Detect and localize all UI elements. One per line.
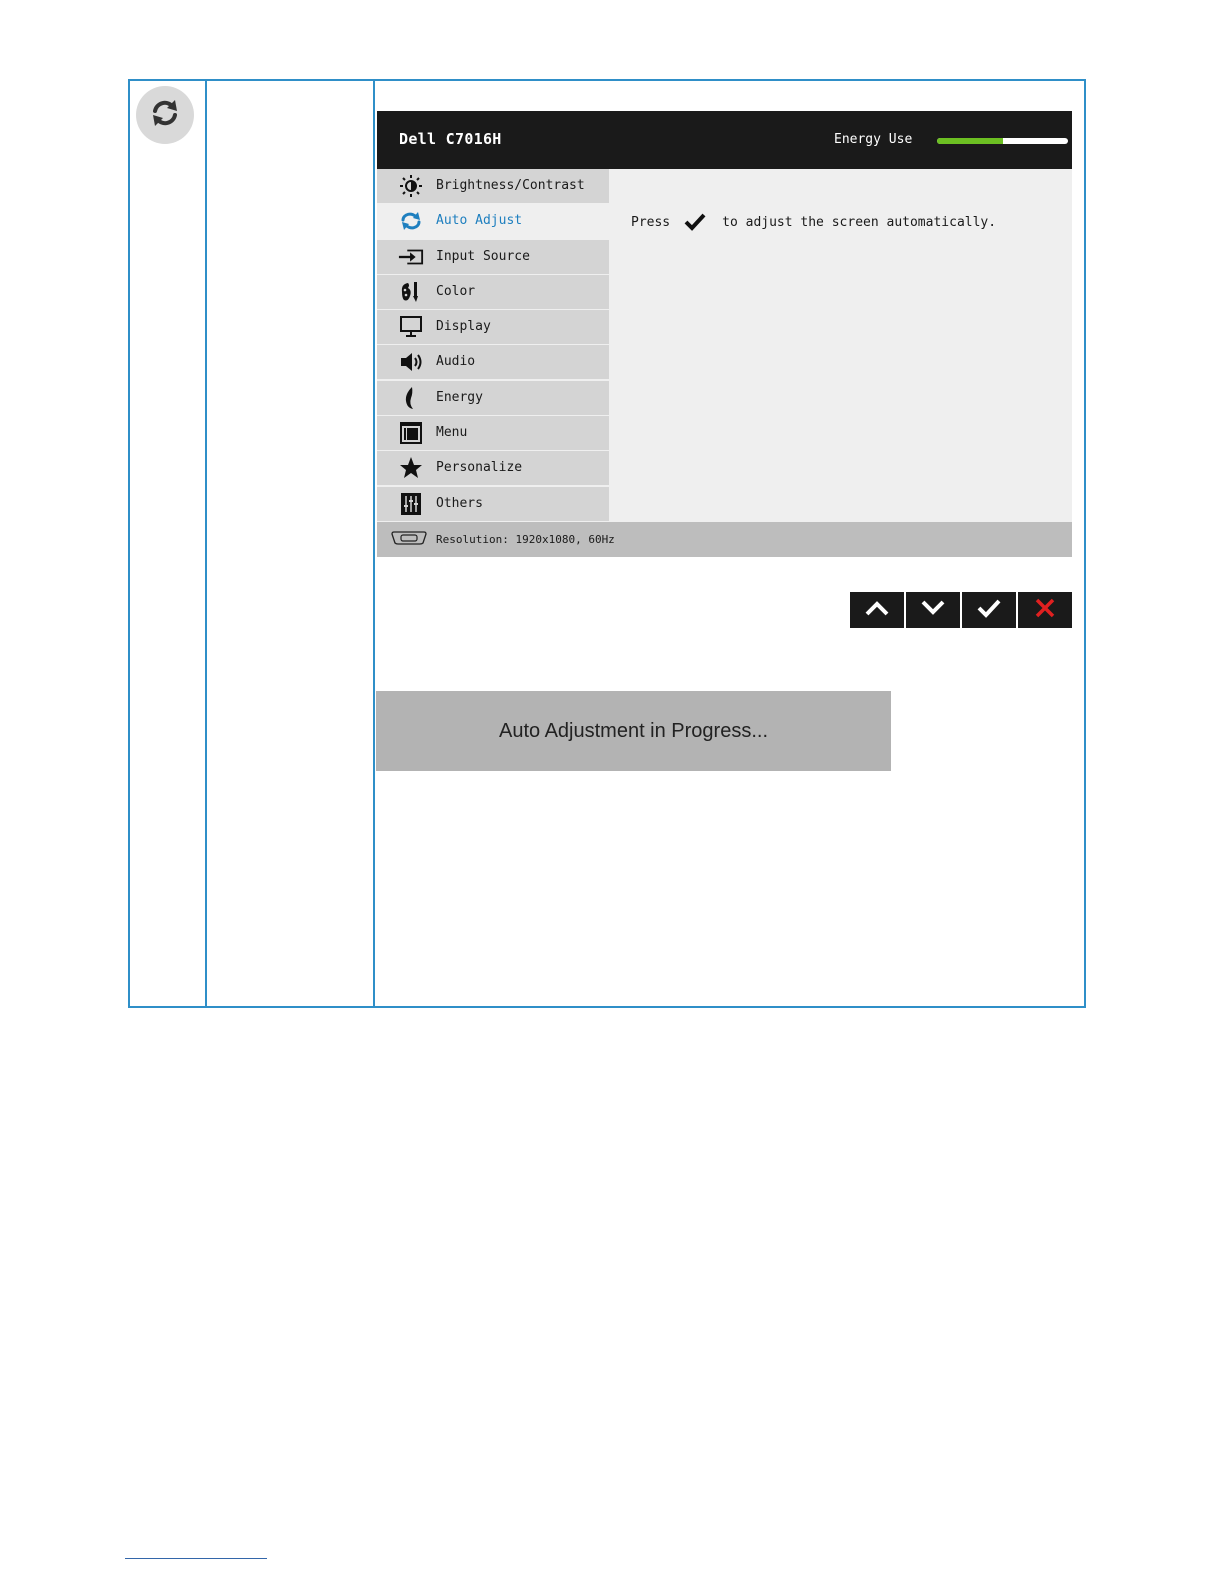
osd-content xyxy=(631,213,996,231)
instruction-text: to adjust the screen automatically. xyxy=(722,214,997,230)
personalize-icon xyxy=(398,455,424,481)
monitor-model: Dell C7016H xyxy=(399,130,502,148)
menu-item-label: Auto Adjust xyxy=(436,213,523,229)
display-icon xyxy=(398,314,424,340)
osd-footer xyxy=(377,522,1072,557)
menu-item-label: Others xyxy=(436,495,483,511)
menu-item-others[interactable] xyxy=(377,487,609,521)
osd-header xyxy=(377,111,1072,169)
menu-item-label: Personalize xyxy=(436,460,523,476)
input-source-icon xyxy=(398,244,424,270)
menu-item-display[interactable] xyxy=(377,310,609,344)
energy-use-fill xyxy=(937,138,1003,144)
up-button[interactable] xyxy=(850,592,904,628)
osd-menu xyxy=(377,169,609,522)
checkmark-icon xyxy=(684,213,706,231)
chevron-down-icon xyxy=(920,599,946,621)
ok-button[interactable] xyxy=(962,592,1016,628)
vga-connector-icon xyxy=(391,531,427,548)
chevron-up-icon xyxy=(864,599,890,621)
menu-item-auto-adjust[interactable] xyxy=(377,204,609,238)
energy-icon xyxy=(398,385,424,411)
column-divider xyxy=(205,81,207,1006)
checkmark-icon xyxy=(976,598,1002,622)
others-icon xyxy=(398,491,424,517)
color-icon xyxy=(398,279,424,305)
brightness-icon xyxy=(398,173,424,199)
menu-item-personalize[interactable] xyxy=(377,451,609,485)
auto-adjust-icon xyxy=(398,208,424,234)
auto-adjust-badge xyxy=(136,86,194,144)
auto-adjust-progress-message xyxy=(376,691,891,771)
exit-button[interactable] xyxy=(1018,592,1072,628)
audio-icon xyxy=(398,349,424,375)
menu-item-audio[interactable] xyxy=(377,345,609,379)
close-icon xyxy=(1033,596,1057,624)
auto-adjust-icon xyxy=(148,96,182,134)
menu-item-label: Display xyxy=(436,319,491,335)
menu-item-label: Brightness/Contrast xyxy=(436,178,585,193)
progress-text: Auto Adjustment in Progress... xyxy=(498,719,769,742)
down-button[interactable] xyxy=(906,592,960,628)
menu-item-brightness-contrast[interactable] xyxy=(377,169,609,203)
resolution-text: Resolution: 1920x1080, 60Hz xyxy=(436,533,615,546)
menu-item-label: Color xyxy=(436,283,476,299)
column-divider xyxy=(373,81,375,1006)
press-text: Press xyxy=(631,214,671,230)
menu-icon xyxy=(398,420,424,446)
menu-item-energy[interactable] xyxy=(377,381,609,415)
energy-use-label: Energy Use xyxy=(834,132,913,147)
menu-item-label: Audio xyxy=(436,354,476,370)
monitor-button-bar xyxy=(850,592,1072,628)
menu-item-label: Menu xyxy=(436,425,468,441)
menu-item-menu[interactable] xyxy=(377,416,609,450)
energy-use-bar xyxy=(937,138,1068,144)
menu-item-input-source[interactable] xyxy=(377,240,609,274)
osd-window xyxy=(377,111,1072,557)
footnote-rule xyxy=(125,1558,267,1559)
menu-item-color[interactable] xyxy=(377,275,609,309)
menu-item-label: Input Source xyxy=(436,248,530,264)
menu-item-label: Energy xyxy=(436,389,483,405)
